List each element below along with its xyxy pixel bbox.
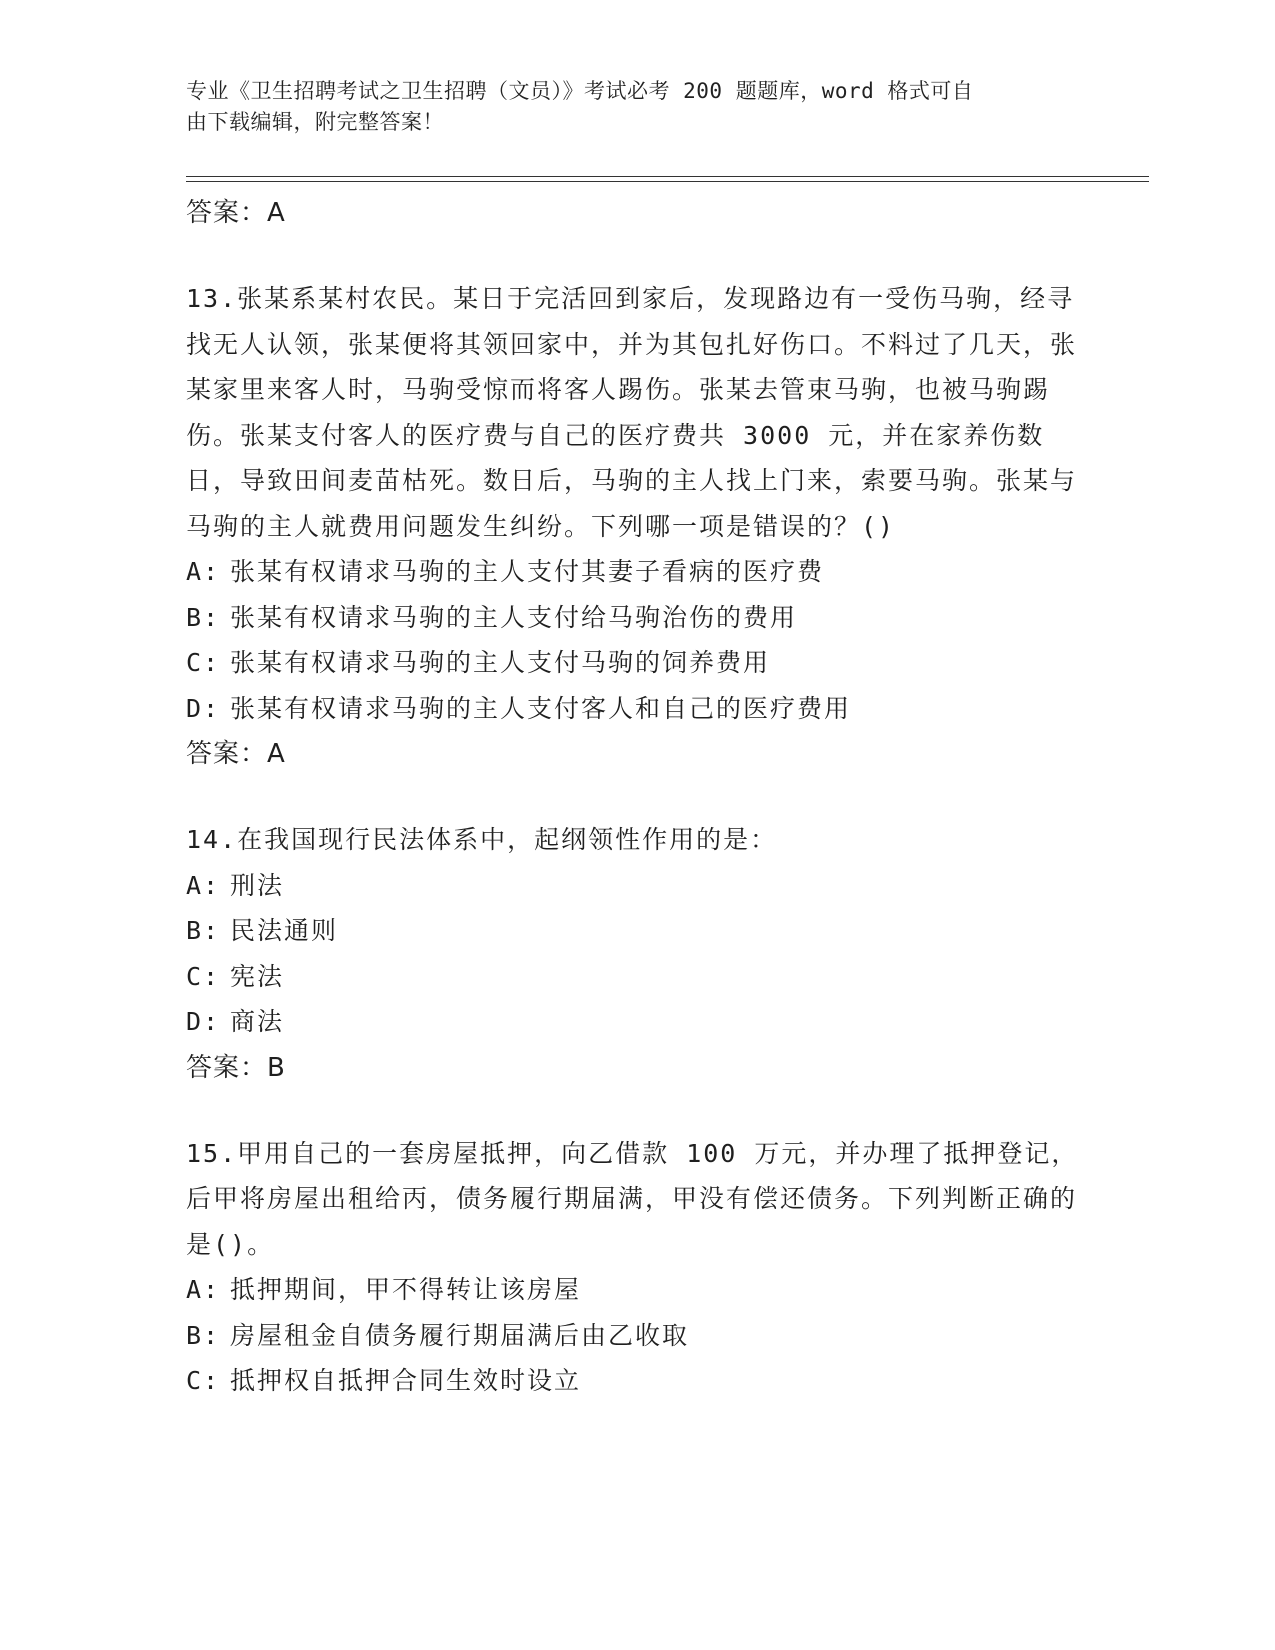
option-c: C: 张某有权请求马驹的主人支付马驹的饲养费用: [186, 648, 771, 677]
option-a: A: 刑法: [186, 870, 285, 900]
header-line-1: 专业《卫生招聘考试之卫生招聘（文员）》考试必考 200 题题库，word 格式可自: [186, 79, 974, 103]
question-15: [186, 1131, 1086, 1404]
option-c: C: 宪法: [186, 961, 285, 991]
answer-line: 答案：A: [186, 198, 286, 228]
option-a: A: 张某有权请求马驹的主人支付其妻子看病的医疗费: [186, 557, 825, 586]
answer-value: A: [267, 198, 286, 228]
answer-line: 答案：B: [186, 1052, 286, 1083]
option-b: B: 房屋租金自债务履行期届满后由乙收取: [186, 1320, 690, 1350]
option-a: A: 抵押期间，甲不得转让该房屋: [186, 1275, 582, 1304]
question-stem: 15.甲用自己的一套房屋抵押，向乙借款 100 万元，并办理了抵押登记，后甲将房屋出租给丙，债务履行期届满，甲没有偿还债务。下列判断正确的是()。: [186, 1138, 1079, 1259]
header-line-2: 由下载编辑，附完整答案！: [186, 110, 444, 134]
header-divider-top: [186, 176, 1149, 177]
answer-value: A: [267, 739, 286, 769]
question-13: [186, 276, 1086, 777]
question-14: [186, 817, 1086, 1091]
header-divider-bottom: [186, 181, 1149, 182]
answer-value: B: [267, 1052, 286, 1083]
option-d: D: 张某有权请求马驹的主人支付客人和自己的医疗费用: [186, 693, 852, 723]
option-c: C: 抵押权自抵押合同生效时设立: [186, 1366, 582, 1395]
answer-line: 答案：A: [186, 739, 286, 769]
option-d: D: 商法: [186, 1007, 285, 1036]
option-b: B: 张某有权请求马驹的主人支付给马驹治伤的费用: [186, 602, 798, 632]
document-header: [186, 76, 1066, 138]
question-list: [186, 190, 1086, 1404]
question-stem: 13.张某系某村农民。某日于完活回到家后，发现路边有一受伤马驹，经寻找无人认领，张某便将其领回家中，并为其包扎好伤口。不料过了几天，张某家里来客人时，马驹受惊而将客人踢伤。张某去管束马驹，也被马驹踢伤。张某支付客人的医疗费与自己的医疗费共 3000 元，并在家养伤数日，导致田间麦苗枯死。数日后，马驹的主人找上门来，索要马驹。张某与马驹的主人就费用问题发生纠纷。下列哪一项是错误的？(): [186, 284, 1078, 541]
question-stem: 14.在我国现行民法体系中，起纲领性作用的是：: [186, 825, 778, 854]
option-b: B: 民法通则: [186, 916, 339, 945]
